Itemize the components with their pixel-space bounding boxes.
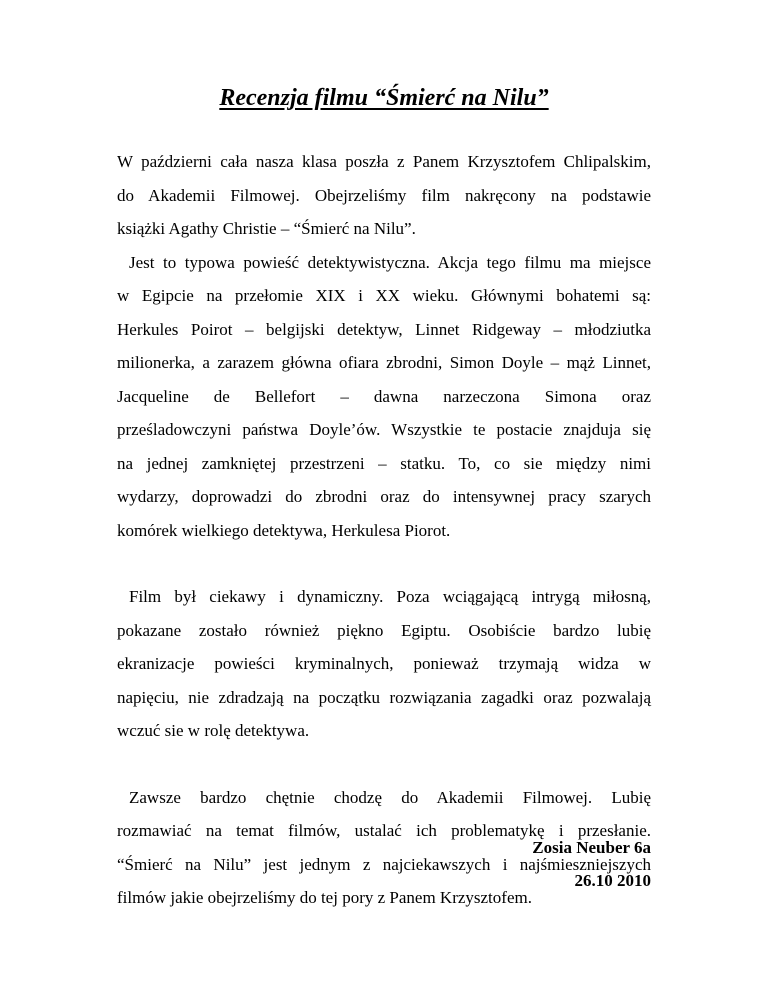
text-line: w Egipcie na przełomie XIX i XX wieku. Głównymi bohatemi są:	[117, 286, 651, 305]
text-line: komórek wielkiego detektywa, Herkulesa Piorot.	[117, 520, 451, 540]
text-line: Zawsze bardzo chętnie chodzę do Akademii Filmowej. Lubię	[129, 787, 651, 807]
text-line: ekranizacje powieści kryminalnych, ponieważ trzymają widza w	[117, 654, 651, 673]
paragraph-gap	[117, 547, 651, 580]
paragraph-1	[117, 145, 651, 246]
signature-author: Zosia Neuber 6a	[532, 838, 651, 857]
text-line: W październi cała nasza klasa poszła z Panem Krzysztofem Chlipalskim,	[117, 152, 651, 171]
paragraph-2	[117, 246, 651, 548]
text-line: Film był ciekawy i dynamiczny. Poza wciągającą intrygą miłosną,	[129, 587, 651, 606]
text-line: książki Agathy Christie – “Śmierć na Nilu”.	[117, 219, 416, 238]
text-line: pokazane zostało również piękno Egiptu. Osobiście bardzo lubię	[117, 620, 651, 640]
text-line: wydarzy, doprowadzi do zbrodni oraz do intensywnej pracy szarych	[117, 487, 651, 506]
text-line: napięciu, nie zdradzają na początku rozwiązania zagadki oraz pozwalają	[117, 687, 651, 707]
text-line: Herkules Poirot – belgijski detektyw, Linnet Ridgeway – młodziutka	[117, 319, 651, 339]
signature-date: 26.10 2010	[574, 871, 651, 890]
text-line: filmów jakie obejrzeliśmy do tej pory z Panem Krzysztofem.	[117, 888, 532, 907]
text-line: do Akademii Filmowej. Obejrzeliśmy film nakręcony na podstawie	[117, 185, 651, 205]
text-line: rozmawiać na temat filmów, ustalać ich problematykę i przesłanie.	[117, 821, 651, 840]
text-line: milionerka, a zarazem główna ofiara zbrodni, Simon Doyle – mąż Linnet,	[117, 353, 651, 372]
text-line: Jacqueline de Bellefort – dawna narzeczona Simona oraz	[117, 386, 651, 406]
document-body	[117, 145, 651, 915]
text-line: “Śmierć na Nilu” jest jednym z najciekawszych i najśmieszniejszych	[117, 854, 651, 874]
paragraph-gap	[117, 748, 651, 781]
paragraph-3	[117, 580, 651, 748]
text-line: na jednej zamkniętej przestrzeni – statku. To, co sie między nimi	[117, 453, 651, 473]
text-line: Jest to typowa powieść detektywistyczna. Akcja tego filmu ma miejsce	[129, 252, 651, 272]
text-line: wczuć sie w rolę detektywa.	[117, 721, 310, 740]
text-line: prześladowczyni państwa Doyle’ów. Wszystkie te postacie znajduja się	[117, 420, 651, 439]
document-title: Recenzja filmu “Śmierć na Nilu”	[219, 85, 549, 111]
